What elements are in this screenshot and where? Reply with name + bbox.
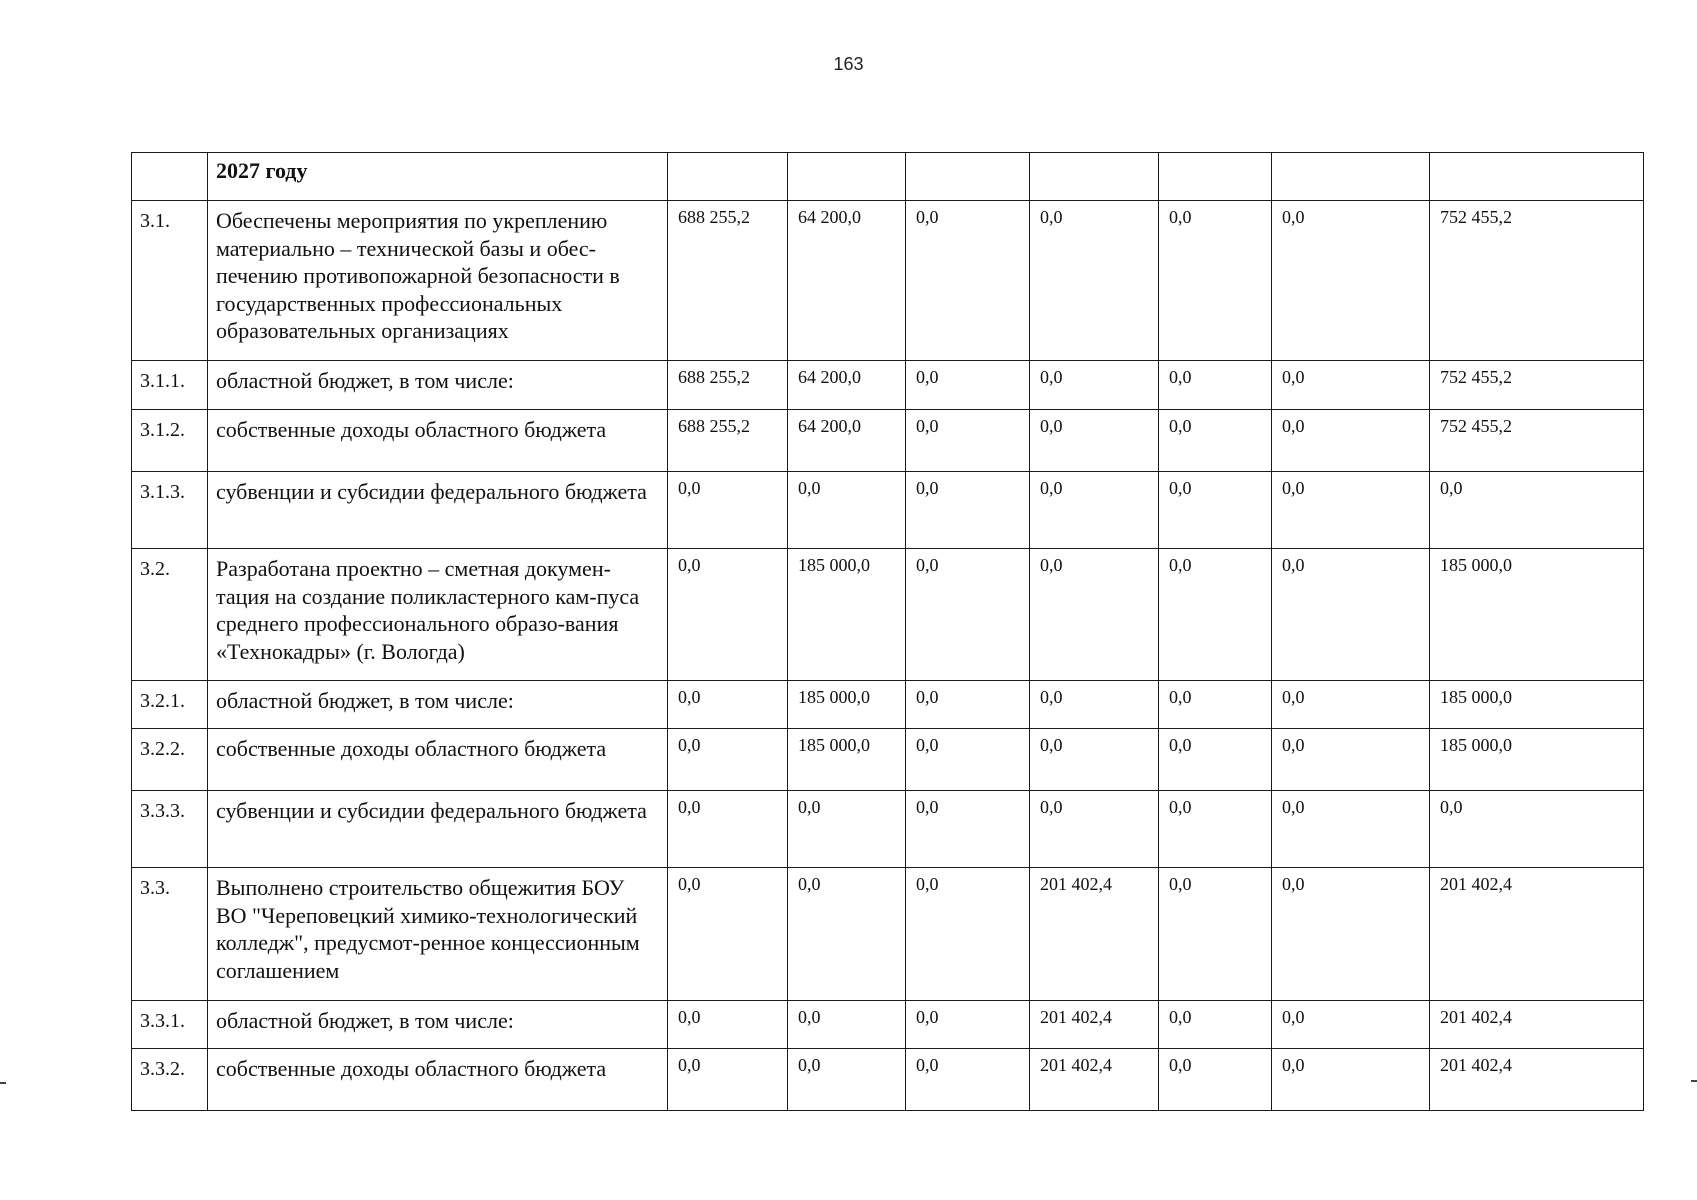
value-cell: 0,0 [1272,791,1430,868]
table-row [132,868,1644,1001]
value-cell: 0,0 [788,472,906,549]
value-cell: 0,0 [1159,1001,1272,1049]
value-cell: 0,0 [1030,410,1159,472]
table-row [132,361,1644,410]
row-number-cell: 3.2. [132,549,208,681]
row-name-cell: собственные доходы областного бюджета [208,410,668,472]
value-cell: 0,0 [1159,729,1272,791]
value-cell: 0,0 [906,410,1030,472]
value-cell: 0,0 [1030,472,1159,549]
row-number-cell: 3.2.2. [132,729,208,791]
row-name-cell: областной бюджет, в том числе: [208,361,668,410]
row-number-cell: 3.1.3. [132,472,208,549]
value-cell: 0,0 [668,729,788,791]
value-cell: 0,0 [668,681,788,729]
row-name-cell: собственные доходы областного бюджета [208,729,668,791]
table-row [132,549,1644,681]
value-cell: 0,0 [1430,791,1644,868]
table-body [132,153,1644,1111]
value-cell: 0,0 [1272,681,1430,729]
value-cell: 185 000,0 [1430,729,1644,791]
value-cell: 0,0 [1159,791,1272,868]
value-cell: 0,0 [668,472,788,549]
scan-edge-mark-left [0,1082,6,1084]
value-cell: 0,0 [906,361,1030,410]
table-row [132,201,1644,361]
value-cell: 0,0 [1272,729,1430,791]
table-row [132,1049,1644,1111]
value-cell: 0,0 [1159,681,1272,729]
value-cell: 0,0 [906,868,1030,1001]
row-number-cell [132,153,208,201]
value-cell: 0,0 [1159,549,1272,681]
value-cell: 752 455,2 [1430,410,1644,472]
row-name-cell: 2027 году [208,153,668,201]
value-cell: 0,0 [906,729,1030,791]
row-number-cell: 3.1. [132,201,208,361]
value-cell: 0,0 [1272,410,1430,472]
value-cell: 64 200,0 [788,361,906,410]
budget-table [131,152,1644,1111]
value-cell: 201 402,4 [1030,868,1159,1001]
row-number-cell: 3.3. [132,868,208,1001]
value-cell [1030,153,1159,201]
value-cell [906,153,1030,201]
value-cell: 0,0 [1159,410,1272,472]
value-cell: 688 255,2 [668,201,788,361]
value-cell: 0,0 [1030,681,1159,729]
value-cell: 0,0 [788,791,906,868]
table-row [132,1001,1644,1049]
value-cell: 201 402,4 [1030,1001,1159,1049]
page-number: 163 [833,54,864,74]
value-cell: 0,0 [1030,791,1159,868]
value-cell: 0,0 [668,791,788,868]
value-cell: 0,0 [1030,361,1159,410]
value-cell: 0,0 [906,791,1030,868]
row-name-cell: областной бюджет, в том числе: [208,1001,668,1049]
value-cell: 64 200,0 [788,410,906,472]
value-cell: 0,0 [668,1001,788,1049]
value-cell: 0,0 [1272,1049,1430,1111]
row-number-cell: 3.1.2. [132,410,208,472]
value-cell: 64 200,0 [788,201,906,361]
value-cell: 0,0 [1030,201,1159,361]
value-cell: 688 255,2 [668,361,788,410]
row-name-cell: Выполнено строительство общежития БОУ ВО "Череповецкий химико-технологический колледж", предусмот-ренное концессионным соглашением [208,868,668,1001]
row-name-cell: Обеспечены мероприятия по укреплению материально – технической базы и обес-печению противопожарной безопасности в государственных профессиональных образовательных организациях [208,201,668,361]
scan-edge-mark-right [1691,1080,1697,1082]
value-cell: 752 455,2 [1430,361,1644,410]
table-row [132,681,1644,729]
value-cell: 201 402,4 [1430,1049,1644,1111]
value-cell: 185 000,0 [788,729,906,791]
value-cell: 0,0 [1272,549,1430,681]
value-cell [1430,153,1644,201]
value-cell: 0,0 [668,1049,788,1111]
value-cell: 0,0 [1159,1049,1272,1111]
value-cell: 201 402,4 [1430,1001,1644,1049]
value-cell: 752 455,2 [1430,201,1644,361]
table-row [132,472,1644,549]
value-cell: 0,0 [1159,201,1272,361]
value-cell: 185 000,0 [788,681,906,729]
value-cell: 0,0 [906,1001,1030,1049]
value-cell: 0,0 [1272,1001,1430,1049]
value-cell: 0,0 [906,681,1030,729]
row-number-cell: 3.3.1. [132,1001,208,1049]
value-cell [668,153,788,201]
value-cell: 0,0 [1030,729,1159,791]
row-number-cell: 3.3.3. [132,791,208,868]
value-cell [788,153,906,201]
value-cell: 0,0 [906,549,1030,681]
value-cell [1159,153,1272,201]
value-cell: 0,0 [1159,868,1272,1001]
value-cell: 0,0 [668,549,788,681]
row-number-cell: 3.2.1. [132,681,208,729]
value-cell: 0,0 [788,1001,906,1049]
value-cell: 0,0 [906,201,1030,361]
value-cell: 0,0 [668,868,788,1001]
value-cell: 185 000,0 [1430,681,1644,729]
value-cell: 0,0 [1272,201,1430,361]
value-cell: 0,0 [1159,472,1272,549]
row-number-cell: 3.3.2. [132,1049,208,1111]
value-cell: 0,0 [906,472,1030,549]
value-cell: 185 000,0 [1430,549,1644,681]
value-cell [1272,153,1430,201]
table-row [132,729,1644,791]
row-name-cell: Разработана проектно – сметная докумен-тация на создание поликластерного кам-пуса среднего профессионального образо-вания «Технокадры» (г. Вологда) [208,549,668,681]
value-cell: 0,0 [906,1049,1030,1111]
value-cell: 688 255,2 [668,410,788,472]
value-cell: 0,0 [1272,868,1430,1001]
row-number-cell: 3.1.1. [132,361,208,410]
row-name-cell: областной бюджет, в том числе: [208,681,668,729]
value-cell: 0,0 [788,1049,906,1111]
value-cell: 201 402,4 [1430,868,1644,1001]
value-cell: 0,0 [1430,472,1644,549]
value-cell: 201 402,4 [1030,1049,1159,1111]
table-row [132,153,1644,201]
value-cell: 0,0 [1272,361,1430,410]
value-cell: 185 000,0 [788,549,906,681]
row-name-cell: субвенции и субсидии федерального бюджета [208,791,668,868]
table-row [132,791,1644,868]
row-name-cell: собственные доходы областного бюджета [208,1049,668,1111]
value-cell: 0,0 [1030,549,1159,681]
table-row [132,410,1644,472]
value-cell: 0,0 [788,868,906,1001]
value-cell: 0,0 [1272,472,1430,549]
value-cell: 0,0 [1159,361,1272,410]
row-name-cell: субвенции и субсидии федерального бюджета [208,472,668,549]
